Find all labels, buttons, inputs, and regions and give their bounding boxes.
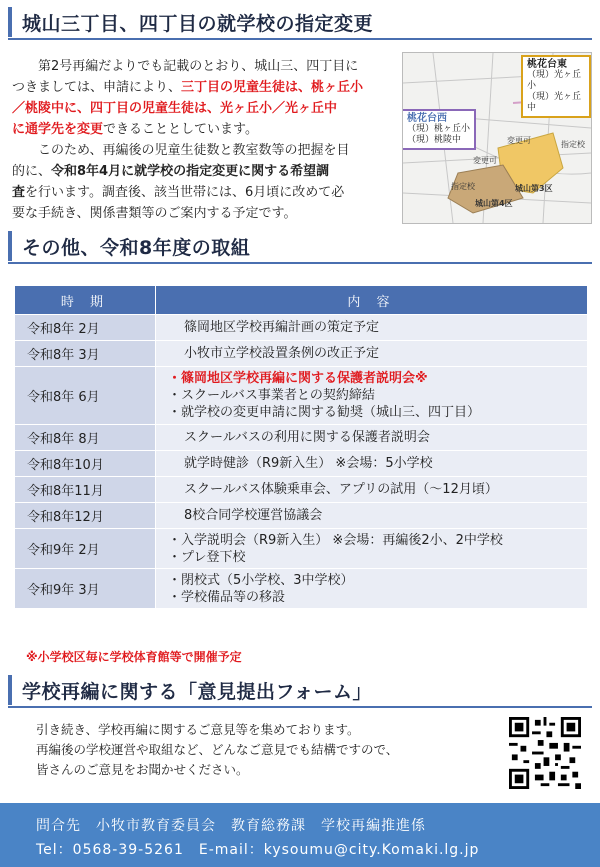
row-content-line: ・閉校式（5小学校、3中学校） bbox=[168, 572, 354, 588]
map-west-head: 桃花台西 bbox=[407, 113, 447, 124]
para2-bold2: 査 bbox=[12, 185, 26, 200]
row-content-highlight: ・篠岡地区学校再編に関する保護者説明会※ bbox=[168, 371, 428, 386]
row-content-line: 篠岡地区学校再編計画の策定予定 bbox=[184, 320, 380, 335]
table-row bbox=[15, 451, 588, 477]
map-box-east bbox=[521, 55, 591, 118]
section1-paragraph bbox=[12, 56, 396, 224]
map-label-shitei2: 指定校 bbox=[451, 182, 475, 191]
row-content-line: 就学時健診（R9新入生） ※会場：5小学校 bbox=[184, 456, 433, 471]
header-underline bbox=[8, 706, 592, 708]
map-west-line2: （現）桃陵中 bbox=[407, 135, 462, 145]
row-date: 令和8年10月 bbox=[15, 451, 156, 477]
row-date: 令和8年11月 bbox=[15, 477, 156, 503]
section-header-2 bbox=[8, 228, 592, 264]
section-title-3: 学校再編に関する「意見提出フォーム」 bbox=[22, 680, 373, 703]
para2-b: 的に、 bbox=[12, 164, 52, 179]
qr-code-icon[interactable] bbox=[509, 717, 581, 789]
section-header-3 bbox=[8, 672, 592, 708]
para2-a: このため、再編後の児童生徒数と教室数等の把握を目 bbox=[38, 143, 350, 158]
table-row bbox=[15, 341, 588, 367]
table-row bbox=[15, 477, 588, 503]
footer-tel-email[interactable]: Tel：0568-39-5261 E-mail：kysoumu@city.Komaki.lg.jp bbox=[36, 842, 480, 858]
row-content-line: ・就学校の変更申請に関する勧奨（城山三、四丁目） bbox=[168, 405, 481, 420]
row-content bbox=[156, 425, 588, 451]
table-row bbox=[15, 315, 588, 341]
map-east-line1: （現）光ヶ丘小 bbox=[527, 70, 582, 91]
row-content bbox=[156, 569, 588, 609]
map-label-henkou2: 変更可 bbox=[473, 156, 497, 165]
map-east-head: 桃花台東 bbox=[527, 59, 567, 70]
para1-a: 第2号再編だよりでも記載のとおり、城山三、四丁目に bbox=[38, 59, 359, 74]
row-content-line: 8校合同学校運営協議会 bbox=[184, 508, 323, 523]
table-row bbox=[15, 529, 588, 569]
row-content bbox=[156, 477, 588, 503]
contact-footer bbox=[0, 803, 600, 867]
footer-contact-line: 問合先 小牧市教育委員会 教育総務課 学校再編推進係 bbox=[36, 818, 426, 834]
row-date: 令和8年 6月 bbox=[15, 367, 156, 425]
section3-line1: 引き続き、学校再編に関するご意見等を集めております。 bbox=[36, 722, 360, 737]
table-row bbox=[15, 425, 588, 451]
row-content bbox=[156, 503, 588, 529]
para1-red2: ／桃陵中に、四丁目の児童生徒は、光ヶ丘小／光ヶ丘中 bbox=[12, 101, 338, 116]
header-bar bbox=[8, 675, 12, 705]
para1-red3: に通学先を変更 bbox=[12, 122, 104, 137]
section-title-2: その他、令和8年度の取組 bbox=[22, 236, 251, 259]
row-content bbox=[156, 367, 588, 425]
para1-b: つきましては、申請により、 bbox=[12, 80, 182, 95]
header-bar bbox=[8, 231, 12, 261]
section-header-1 bbox=[8, 4, 592, 40]
schedule-table bbox=[14, 285, 588, 609]
row-date: 令和9年 3月 bbox=[15, 569, 156, 609]
district-map bbox=[402, 52, 592, 224]
row-content bbox=[156, 315, 588, 341]
table-header-row bbox=[15, 286, 588, 315]
section3-text bbox=[36, 720, 398, 780]
para2-d: 要な手続き、関係書類等のご案内する予定です。 bbox=[12, 206, 297, 221]
row-date: 令和8年12月 bbox=[15, 503, 156, 529]
section3-line3: 皆さんのご意見をお聞かせください。 bbox=[36, 762, 249, 777]
schedule-body bbox=[15, 315, 588, 609]
para2-bold1: 令和8年4月に就学校の指定変更に関する希望調 bbox=[51, 164, 330, 179]
map-west-line1: （現）桃ヶ丘小 bbox=[407, 124, 471, 134]
map-label-area3: 城山第3区 bbox=[515, 184, 553, 193]
row-content-line: ・入学説明会（R9新入生） ※会場：再編後2小、2中学校 bbox=[168, 532, 503, 548]
row-content bbox=[156, 529, 588, 569]
para1-c: できることとしています。 bbox=[103, 122, 258, 137]
row-content-line: スクールバス体験乗車会、アプリの試用（～12月頃） bbox=[184, 482, 498, 497]
map-box-west bbox=[402, 109, 476, 150]
table-note: ※小学校区毎に学校体育館等で開催予定 bbox=[26, 650, 242, 664]
row-content-line: ・スクールバス事業者との契約締結 bbox=[168, 388, 375, 403]
row-date: 令和8年 3月 bbox=[15, 341, 156, 367]
row-content bbox=[156, 341, 588, 367]
row-date: 令和8年 8月 bbox=[15, 425, 156, 451]
table-row bbox=[15, 569, 588, 609]
header-underline bbox=[8, 262, 592, 264]
row-content-line: ・学校備品等の移設 bbox=[168, 589, 286, 605]
table-row bbox=[15, 503, 588, 529]
header-bar bbox=[8, 7, 12, 37]
row-content bbox=[156, 451, 588, 477]
para2-c: を行います。調査後、該当世帯には、6月頃に改めて必 bbox=[25, 185, 345, 200]
row-content-line: 小牧市立学校設置条例の改正予定 bbox=[184, 346, 380, 361]
section-title-1: 城山三丁目、四丁目の就学校の指定変更 bbox=[22, 12, 374, 35]
table-row bbox=[15, 367, 588, 425]
section3-line2: 再編後の学校運営や取組など、どんなご意見でも結構ですので、 bbox=[36, 742, 399, 757]
map-label-area4: 城山第4区 bbox=[475, 199, 513, 208]
para1-red1: 三丁目の児童生徒は、桃ヶ丘小 bbox=[181, 80, 364, 95]
row-date: 令和8年 2月 bbox=[15, 315, 156, 341]
row-content-line: スクールバスの利用に関する保護者説明会 bbox=[184, 430, 430, 445]
row-date: 令和9年 2月 bbox=[15, 529, 156, 569]
header-underline bbox=[8, 38, 592, 40]
row-content-line: ・プレ登下校 bbox=[168, 549, 246, 565]
map-east-line2: （現）光ヶ丘中 bbox=[527, 92, 582, 113]
map-label-henkou1: 変更可 bbox=[507, 136, 531, 145]
col-content-header: 内 容 bbox=[156, 286, 588, 315]
col-date-header: 時 期 bbox=[15, 286, 156, 315]
map-label-shitei1: 指定校 bbox=[561, 140, 585, 149]
